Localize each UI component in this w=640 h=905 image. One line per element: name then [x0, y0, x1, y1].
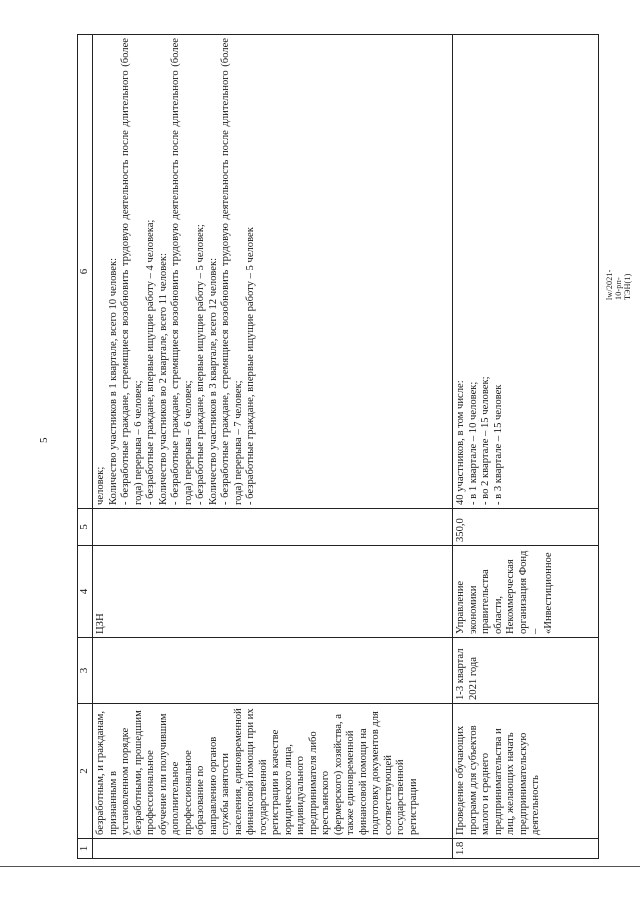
page-number: 5: [38, 437, 50, 443]
bottom-divider: [0, 866, 640, 867]
amount-cell: 350,0: [453, 509, 599, 546]
executor-cell: Управление экономики правительства области, Некоммерческая организация Фонд – «Инвестиционное: [453, 546, 599, 638]
executor-cell: ЦЗН: [93, 546, 453, 638]
amount-cell: [93, 509, 453, 546]
result-line: - безработные граждане, впервые ищущие работу – 5 человек: [245, 227, 256, 505]
action-plan-table: [77, 34, 599, 859]
result-line: - в 1 квартале – 10 человек;: [467, 381, 479, 505]
header-cell: 3: [78, 638, 93, 704]
result-line: - безработные граждане, стремящиеся возобновить трудовую деятельность после длительного (более года) перерыва – 6 человек;: [170, 38, 194, 505]
result-line: - безработные граждане, впервые ищущие работу – 4 человека;: [145, 219, 156, 505]
term-cell: [93, 638, 453, 704]
result-line: - безработные граждане, стремящиеся возобновить трудовую деятельность после длительного (более года) перерыва – 7 человек;: [220, 38, 244, 505]
result-line: человек;: [95, 466, 106, 505]
table-row: [93, 35, 453, 859]
result-cell: [93, 35, 453, 509]
header-cell: 2: [78, 704, 93, 839]
header-cell: 4: [78, 546, 93, 638]
result-line: - во 2 квартале – 15 человек;: [480, 376, 491, 505]
result-line: Количество участников во 2 квартале, всего 11 человек:: [157, 253, 169, 505]
result-line: Количество участников в 1 квартале, всего 10 человек:: [107, 257, 119, 505]
document-code: lw/2021-10-рп-ТЭН(1): [605, 269, 632, 300]
header-cell: 5: [78, 509, 93, 546]
result-cell: [453, 35, 599, 509]
measure-name: безработным, и гражданам, признанным в установленном порядке безработными, прошедшим профессиональное обучение или получившим дополнительное профессиональное образование по направлению органов службы занятости населения, единовременной финансовой помощи при их государственной регистрации в качестве юридического лица, индивидуального предпринимателя либо крестьянского (фермерского) хозяйства, а также единовременной финансовой помощи на подготовку документов для соответствующей государственной регистрации: [93, 704, 453, 839]
table-row: [453, 35, 599, 859]
row-number: [93, 839, 453, 859]
result-line: - в 3 квартале – 15 человек: [492, 384, 504, 505]
header-cell: 1: [78, 839, 93, 859]
result-line: 40 участников, в том числе:: [455, 380, 466, 505]
result-line: - безработные граждане, впервые ищущие работу – 5 человек;: [195, 224, 206, 505]
row-number: 1.8: [453, 839, 599, 859]
result-line: Количество участников в 3 квартале, всего 12 человек:: [207, 257, 219, 505]
rotated-table-container: [77, 35, 599, 859]
measure-name: Проведение обучающих программ для субъектов малого и среднего предпринимательства и лиц, желающих начать предпринимательскую деятельность: [453, 704, 599, 839]
result-line: - безработные граждане, стремящиеся возобновить трудовую деятельность после длительного (более года) перерыва – 6 человек;: [120, 38, 144, 505]
term-cell: 1-3 квартал 2021 года: [453, 638, 599, 704]
table-header-row: [78, 35, 93, 859]
header-cell: 6: [78, 35, 93, 509]
